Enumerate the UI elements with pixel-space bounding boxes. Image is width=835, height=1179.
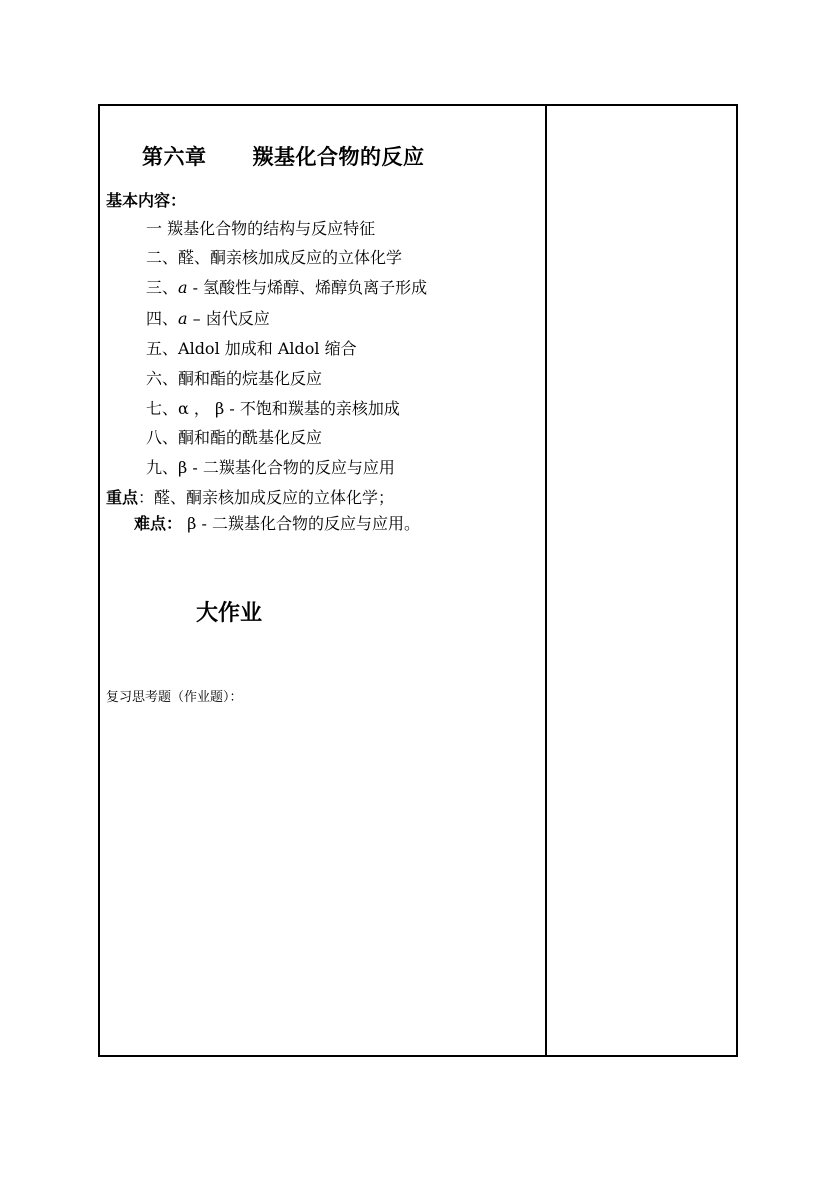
list-item: 八、酮和酯的酰基化反应 xyxy=(146,428,323,447)
chapter-title xyxy=(142,141,425,171)
list-item: 六、酮和酯的烷基化反应 xyxy=(146,369,323,388)
list-item: 一 羰基化合物的结构与反应特征 xyxy=(146,219,376,238)
basic-content-heading: 基本内容： xyxy=(106,191,187,210)
assignment-title: 大作业 xyxy=(196,601,263,626)
list-item: 三、a - 氢酸性与烯醇、烯醇负离子形成 xyxy=(146,278,428,297)
chapter-number: 第六章 xyxy=(142,145,207,169)
difficult-points: 难点： β - 二羰基化合物的反应与应用。 xyxy=(134,514,420,533)
list-item: 五、Aldol 加成和 Aldol 缩合 xyxy=(146,339,357,358)
key-points: 重点：醛、酮亲核加成反应的立体化学； xyxy=(106,488,395,507)
alpha-symbol: a xyxy=(178,309,188,328)
column-divider xyxy=(545,104,547,1057)
list-item: 二、醛、酮亲核加成反应的立体化学 xyxy=(146,248,403,267)
list-item: 七、α ， β - 不饱和羰基的亲核加成 xyxy=(146,399,400,418)
chapter-name: 羰基化合物的反应 xyxy=(252,145,425,169)
key-points-label: 重点 xyxy=(106,488,139,507)
list-item: 九、β - 二羰基化合物的反应与应用 xyxy=(146,458,395,477)
review-questions-label: 复习思考题（作业题）： xyxy=(106,690,243,705)
difficult-points-label: 难点 xyxy=(134,514,167,533)
list-item: 四、a – 卤代反应 xyxy=(146,309,270,328)
alpha-symbol: a xyxy=(178,278,188,297)
